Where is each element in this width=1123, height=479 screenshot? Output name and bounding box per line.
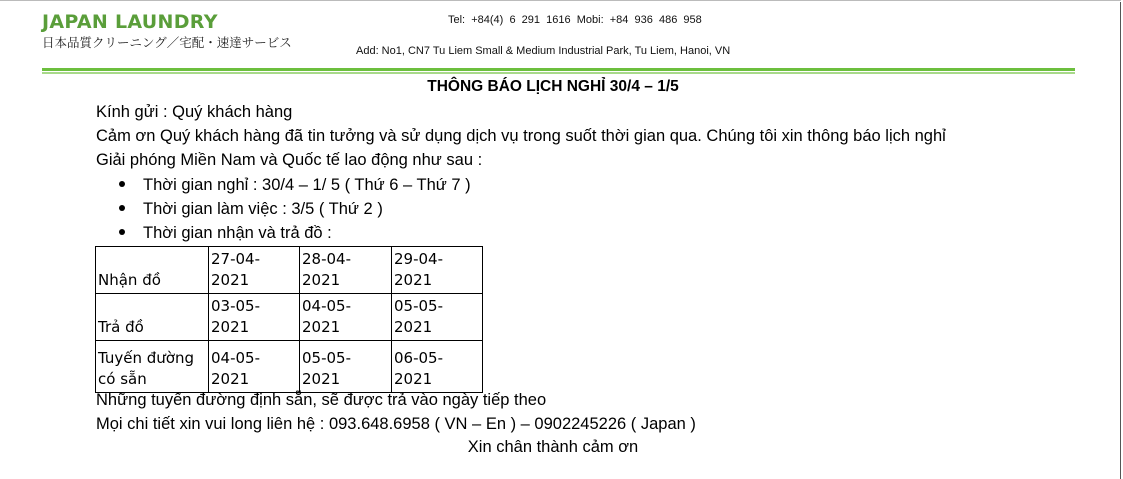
brand-name: JAPAN LAUNDRY xyxy=(42,11,218,33)
row-label xyxy=(96,341,209,393)
date-cell: 04-05-2021 xyxy=(300,294,392,341)
bullet-dot-icon xyxy=(119,205,125,211)
row-label-line-1: Tuyến đường xyxy=(98,349,195,367)
header-divider-light xyxy=(42,72,1075,74)
table-row xyxy=(96,294,483,341)
page-top-edge xyxy=(0,0,1121,1)
date-cell: 03-05-2021 xyxy=(209,294,300,341)
intro-line-2: Giải phóng Miền Nam và Quốc tế lao động như sau : xyxy=(96,151,483,169)
table-row xyxy=(96,341,483,393)
row-label-line-2: có sẵn xyxy=(98,370,147,388)
row-label: Trả đồ xyxy=(96,294,209,341)
bullet-text: Thời gian nghỉ : 30/4 – 1/ 5 ( Thứ 6 – Thứ 7 ) xyxy=(143,176,471,194)
date-cell: 29-04-2021 xyxy=(392,247,483,294)
closing-line: Xin chân thành cảm ơn xyxy=(467,438,639,456)
bullet-workday xyxy=(119,199,383,219)
table-row xyxy=(96,247,483,294)
bullet-text: Thời gian nhận và trả đồ : xyxy=(143,224,332,242)
date-cell: 04-05-2021 xyxy=(209,341,300,393)
bullet-dot-icon xyxy=(119,181,125,187)
bullet-dot-icon xyxy=(119,229,125,235)
date-cell: 05-05-2021 xyxy=(300,341,392,393)
intro-line-1: Cảm ơn Quý khách hàng đã tin tưởng và sử dụng dịch vụ trong suốt thời gian qua. Chúng tôi xin thông báo lịch nghỉ xyxy=(96,127,946,145)
date-cell: 28-04-2021 xyxy=(300,247,392,294)
row-label: Nhận đồ xyxy=(96,247,209,294)
date-cell: 27-04-2021 xyxy=(209,247,300,294)
contact-line: Mọi chi tiết xin vui long liên hệ : 093.648.6958 ( VN – En ) – 0902245226 ( Japan ) xyxy=(96,415,696,433)
date-cell: 06-05-2021 xyxy=(392,341,483,393)
bullet-pickup xyxy=(119,223,332,243)
bullet-text: Thời gian làm việc : 3/5 ( Thứ 2 ) xyxy=(143,200,383,218)
greeting: Kính gửi : Quý khách hàng xyxy=(96,103,293,121)
page-right-edge xyxy=(1120,2,1121,479)
header-divider xyxy=(42,68,1075,71)
brand-block xyxy=(42,10,292,51)
phone-line: Tel: +84(4) 6 291 1616 Mobi: +84 936 486 958 xyxy=(448,14,702,26)
address-line: Add: No1, CN7 Tu Liem Small & Medium Industrial Park, Tu Liem, Hanoi, VN xyxy=(356,45,731,57)
brand-tagline: 日本品質クリーニング／宅配・速達サービス xyxy=(42,35,292,50)
notice-title: THÔNG BÁO LỊCH NGHỈ 30/4 – 1/5 xyxy=(427,78,679,95)
date-cell: 05-05-2021 xyxy=(392,294,483,341)
schedule-table xyxy=(95,246,483,393)
note-line: Những tuyến đường định sẵn, sẽ được trả vào ngày tiếp theo xyxy=(96,391,547,409)
bullet-holiday xyxy=(119,175,471,195)
